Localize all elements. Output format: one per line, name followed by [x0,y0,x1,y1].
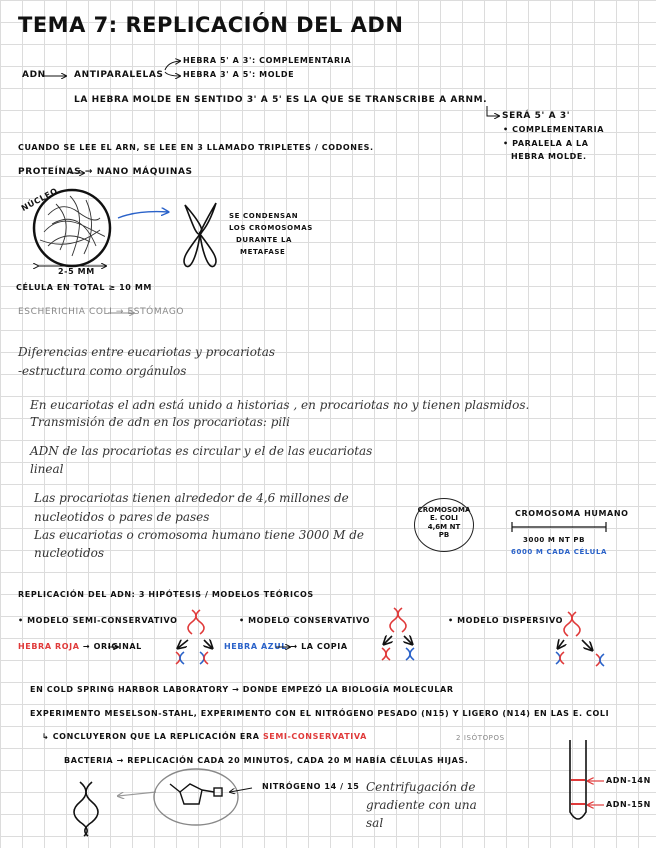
tube-label-15n: ADN-15N [606,800,651,809]
centrifugation-line-3: sal [366,816,384,830]
human-chromosome-value: 3000 M NT PB [523,536,586,544]
experiment-note: EXPERIMENTO MESELSON-STAHL, EXPERIMENTO CON EL NITRÓGENO PESADO (N15) Y LIGERO (N14) EN LAS E. COLI [30,709,610,718]
adn-label: ADN [22,70,46,80]
replication-heading: REPLICACIÓN DEL ADN: 3 HIPÓTESIS / MODELOS TEÓRICOS [18,590,314,599]
legend-blue: HEBRA AZUL → LA COPIA [224,642,348,651]
legend-blue-label: HEBRA AZUL [224,642,287,651]
ecoli-badge-line-4: PB [438,531,450,540]
nucleotide-drawing [170,784,222,804]
side-note-heading: SERÁ 5' A 3' [502,111,571,121]
cell-size: CÉLULA EN TOTAL ≥ 10 ΜM [16,283,152,292]
differences-subheading: -estructura como orgánulos [18,364,187,378]
cold-spring-note: EN COLD SPRING HARBOR LABORATORY → DONDE EMPEZÓ LA BIOLOGÍA MOLECULAR [30,685,454,694]
human-chromosome-label: CROMOSOMA HUMANO [515,509,629,518]
bottom-dna-drawing [74,782,98,836]
chromosome-note-2: LOS CROMOSOMAS [229,224,313,232]
ecoli-badge-line-2: E. COLI [429,514,459,523]
nucleus-label: NÚCLEO [19,186,60,213]
legend-red-label: HEBRA ROJA [18,642,80,651]
nucleus-drawing [34,190,110,266]
human-chromosome-per-cell: 6000 M CADA CÉLULA [511,548,608,556]
strand-molde: HEBRA 3' A 5': MOLDE [183,70,295,79]
conclusion-note: ↳ CONCLUYERON QUE LA REPLICACIÓN ERA SEMI-CONSERVATIVA [42,732,367,741]
page-title: TEMA 7: REPLICACIÓN DEL ADN [18,13,404,37]
tube-label-14n: ADN-14N [606,776,651,785]
differences-p3-line4: nucleotidos [34,546,105,560]
ecoli-badge-line-3: 4,6M NT [427,522,461,531]
semi-conservative-drawing [176,610,212,664]
side-note-bullet-1: • COMPLEMENTARIA [503,125,605,134]
chromosome-drawing [184,203,216,267]
strand-arrow-bottom [165,72,180,76]
model-semi-conservative: • MODELO SEMI-CONSERVATIVO [18,616,178,625]
differences-p1-line2: Transmisión de adn en los procariotas: pili [30,415,290,429]
antiparalelas-label: ANTIPARALELAS [74,70,164,80]
model-dispersive: • MODELO DISPERSIVO [448,616,564,625]
differences-p3-line3: Las eucariotas o cromosoma humano tiene 3000 M de [34,528,365,542]
isotopes-note: 2 ISÓTOPOS [456,734,505,742]
centrifugation-line-1: Centrifugación de [366,780,476,794]
nucleus-size: 2-5 ΜM [58,267,95,276]
strand-complementaria: HEBRA 5' A 3': COMPLEMENTARIA [183,56,352,65]
condensation-arrow [118,212,168,218]
chromosome-note-4: METAFASE [240,248,286,256]
nitrogen-note: NITRÓGENO 14 / 15 [262,782,360,791]
chromosome-note-1: SE CONDENSAN [229,212,299,220]
differences-p3-line1: Las procariotas tienen alrededor de 4,6 millones de [34,491,349,505]
centrifugation-line-2: gradiente con una [366,798,477,812]
nitrogen-arrow [230,788,252,792]
codons-note: CUANDO SE LEE EL ARN, SE LEE EN 3 LLAMADO TRIPLETES / CODONES. [18,143,374,152]
differences-p2-line2: lineal [30,462,64,476]
differences-p2-line1: ADN de las procariotas es circular y el de las eucariotas [30,444,373,458]
ecoli-badge-line-1: CROMOSOMA [417,506,471,514]
centrifuge-tube [570,740,604,819]
conclusion-highlight: SEMI-CONSERVATIVA [262,732,367,741]
side-note-bullet-2: • PARALELA A LA [503,139,589,148]
proteins-note: PROTEÍNAS → NANO MÁQUINAS [18,167,193,177]
nucleotide-outline [154,769,238,825]
differences-p1-line1: En eucariotas el adn está unido a historias , en procariotas no y tienen plasmidos. [30,398,530,412]
bottom-back-arrow [118,792,156,796]
side-note-bullet-3: HEBRA MOLDE. [511,152,587,161]
side-note-arrow [487,106,499,116]
strand-arrow-top [165,61,180,70]
differences-p3-line2: nucleotidos o pares de pases [34,510,210,524]
transcription-note: LA HEBRA MOLDE EN SENTIDO 3' A 5' ES LA QUE SE TRANSCRIBE A ARNM. [74,95,488,105]
bacteria-note: BACTERIA → REPLICACIÓN CADA 20 MINUTOS, CADA 20 M HABÍA CÉLULAS HIJAS. [64,756,469,765]
dispersive-drawing [556,612,604,666]
ecoli-note: ESCHERICHIA COLI → ESTÓMAGO [18,307,185,317]
chromosome-note-3: DURANTE LA [236,236,293,244]
model-conservative: • MODELO CONSERVATIVO [239,616,371,625]
legend-red: HEBRA ROJA → ORIGINAL [18,642,142,651]
conservative-drawing [382,608,414,660]
differences-heading: Diferencias entre eucariotas y procariotas [18,345,276,359]
